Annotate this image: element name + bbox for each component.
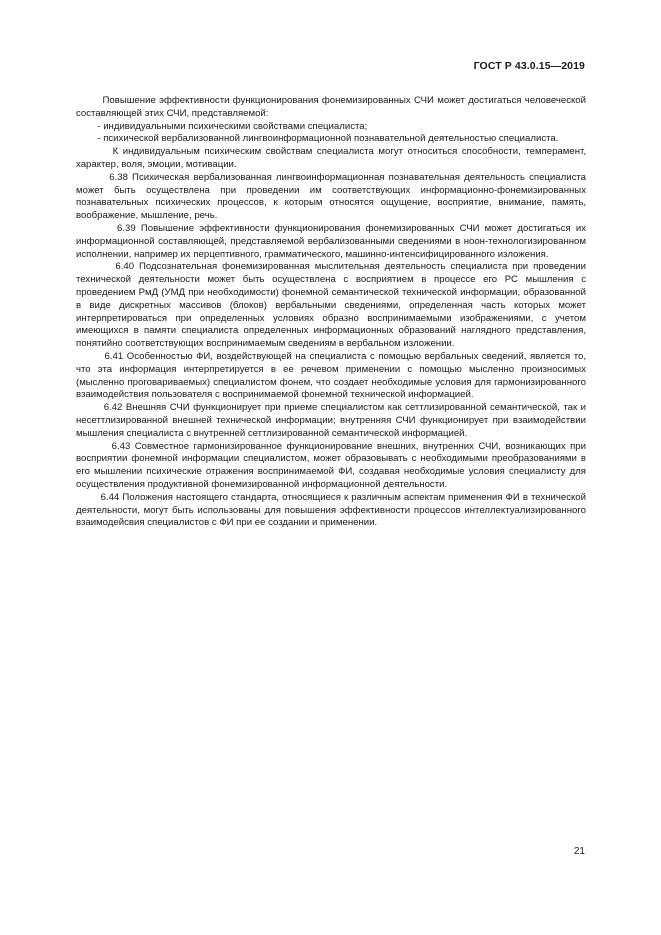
list-item-text: - психической вербализованной лингвоинформационной познавательной деятельностью специалиста. bbox=[97, 133, 559, 145]
document-body bbox=[76, 95, 586, 530]
list-item-individual-properties bbox=[76, 121, 586, 134]
paragraph-text: К индивидуальным психическим свойствам специалиста могут относиться способности, темперамент, характер, воля, эмоции, мотивации. bbox=[76, 146, 586, 170]
paragraph-text: 6.43 Совместное гармонизированное функционирование внешних, внутренних СЧИ, возникающих при восприятии фонемной информации специалистом, может образовывать с необходимыми преобразованиями в его мышлении психические отражения воспринимаемой ФИ, создавая необходимые условия специалисту для осуществления продуктивной фонемизированной информационной деятельности. bbox=[76, 440, 587, 490]
paragraph-6-41 bbox=[76, 351, 586, 402]
list-item-text: - индивидуальными психическими свойствами специалиста; bbox=[97, 120, 368, 132]
list-item-cognitive-activity bbox=[76, 133, 586, 146]
paragraph-6-40 bbox=[76, 261, 586, 351]
paragraph-text: 6.38 Психическая вербализованная лингвоинформационная познавательная деятельность специалиста может быть осуществлена при проведении им соответствующих информационно-фонемизированных познавательных психических процессов, к которым относятся ощущение, восприятие, внимание, память, воображение, мышление, речь. bbox=[76, 171, 586, 222]
paragraph-psychic-properties bbox=[76, 146, 586, 172]
paragraph-6-38 bbox=[76, 172, 586, 223]
paragraph-text: 6.39 Повышение эффективности функционирования фонемизированных СЧИ может достигаться их информационной составляющей, представляемой вербализованными сведениями в ноон-технологизированном исполнении, например их перцептивного, грамматического, машинно-интенсифицированного изложения. bbox=[76, 222, 586, 260]
paragraph-text: 6.40 Подсознательная фонемизированная мыслительная деятельность специалиста при проведении технической деятельности может быть осуществлена с восприятием в процессе его РС мышления с проведением РмД (УМД при необходимости) фонемной семантической технической информации, образованной в виде дискретных массивов (блоков) вербальными сведениями, определенная часть которых может интерпретироваться при определенных условиях образно воспринимаемыми изображениями, с учетом имеющихся в памяти специалиста определенных информационных образований наглядного представления, понятийно соответствующих воспринимаемым сведениям в вербальном изложении. bbox=[76, 261, 586, 350]
paragraph-6-39 bbox=[76, 223, 586, 261]
paragraph-text: 6.42 Внешняя СЧИ функционирует при приеме специалистом как сеттлизированной семантической, так и несеттлизированной внешней технической информации; внутренняя СЧИ функционирует при взаимодействии мышления специалиста с внутренней сеттлизированной семантической информацией. bbox=[76, 402, 586, 439]
paragraph-intro-text: Повышение эффективности функционирования фонемизированных СЧИ может достигаться человеческой составляющей этих СЧИ, представляемой: bbox=[76, 95, 586, 119]
paragraph-6-42 bbox=[76, 402, 586, 440]
paragraph-6-43 bbox=[76, 441, 586, 492]
page-header-standard-code: ГОСТ Р 43.0.15—2019 bbox=[473, 60, 585, 72]
paragraph-text: 6.41 Особенностью ФИ, воздействующей на специалиста с помощью вербальных сведений, является то, что эта информация интерпретируется в ее речевом применении с помощью мысленно произносимых (мысленно проговариваемых) специалистом фонем, что создает необходимые условия для гармонизированного взаимодействия пользователя с воспринимаемой фонемной технической информацией. bbox=[76, 350, 586, 401]
page-number: 21 bbox=[573, 846, 585, 857]
paragraph-6-44 bbox=[76, 492, 586, 530]
paragraph-intro bbox=[76, 95, 586, 121]
paragraph-text: 6.44 Положения настоящего стандарта, относящиеся к различным аспектам применения ФИ в технической деятельности, могут быть использованы для повышения эффективности процессов интеллектуализированного взаимодейсвия специалистов с ФИ при ее создании и применении. bbox=[76, 491, 586, 529]
